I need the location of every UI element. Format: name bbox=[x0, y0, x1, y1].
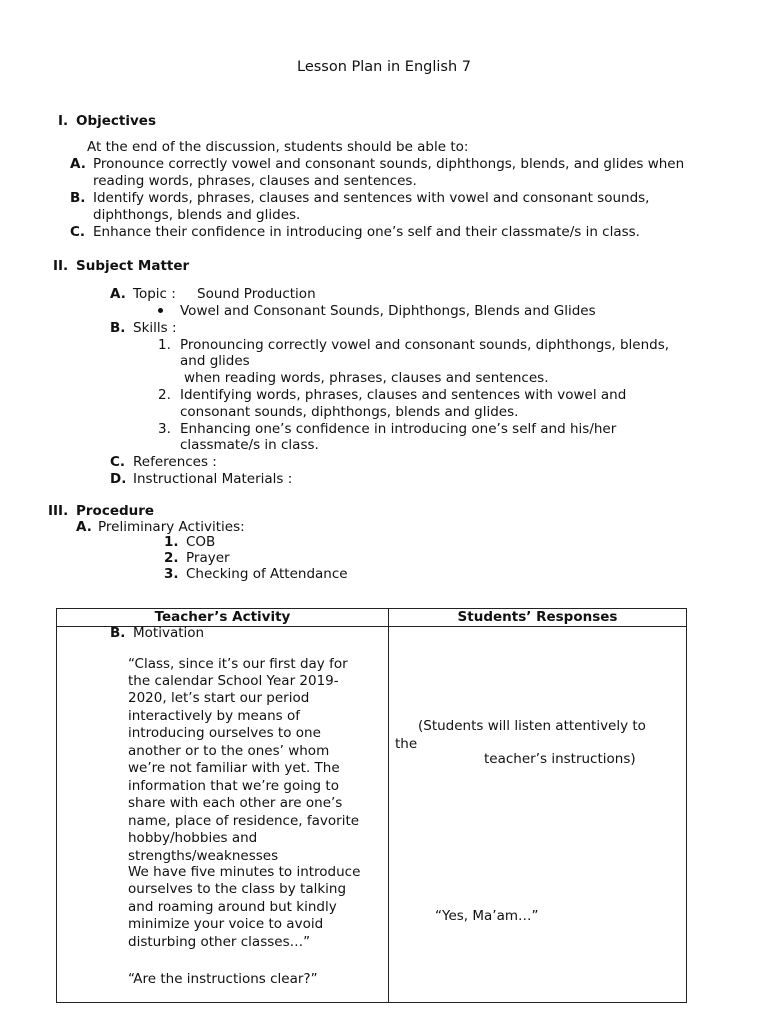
teacher-text-line: strengths/weaknesses bbox=[128, 848, 279, 864]
page-title: Lesson Plan in English 7 bbox=[297, 59, 471, 75]
motivation-label: Motivation bbox=[133, 625, 205, 641]
teacher-text-line: “Class, since it’s our first day for bbox=[128, 656, 348, 672]
col-header-teacher: Teacher’s Activity bbox=[154, 609, 291, 625]
prelim-3-num: 3. bbox=[164, 566, 179, 582]
skill-2-line1: Identifying words, phrases, clauses and sentences with vowel and bbox=[180, 387, 627, 403]
prelim-2-label: Prayer bbox=[186, 550, 230, 566]
prelim-label: Preliminary Activities: bbox=[98, 519, 245, 535]
teacher-text-line: interactively by means of bbox=[128, 708, 300, 724]
student-response-2: “Yes, Ma’am…” bbox=[435, 908, 539, 924]
subject-matter-numeral: II. bbox=[53, 258, 69, 274]
objectives-heading: Objectives bbox=[76, 113, 156, 129]
skill-1-line2: and glides bbox=[180, 353, 250, 369]
skills-label: Skills : bbox=[133, 320, 177, 336]
motivation-letter: B. bbox=[110, 625, 126, 641]
teacher-question: “Are the instructions clear?” bbox=[128, 971, 318, 987]
skill-3-line1: Enhancing one’s confidence in introducing one’s self and his/her bbox=[180, 421, 617, 437]
teacher-text-line: name, place of residence, favorite bbox=[128, 813, 360, 829]
teacher-text-line: ourselves to the class by talking bbox=[128, 881, 347, 897]
student-response-1-cont: the bbox=[395, 736, 418, 752]
objective-a-line2: reading words, phrases, clauses and sentences. bbox=[93, 173, 417, 189]
teacher-text-line: share with each other are one’s bbox=[128, 795, 343, 811]
objective-c-line1: Enhance their confidence in introducing one’s self and their classmate/s in class. bbox=[93, 224, 640, 240]
topic-label: Topic : bbox=[133, 286, 176, 302]
procedure-numeral: III. bbox=[48, 503, 69, 519]
teacher-text-line: another or to the ones’ whom bbox=[128, 743, 330, 759]
skill-1-line3: when reading words, phrases, clauses and sentences. bbox=[184, 370, 549, 386]
objectives-numeral: I. bbox=[58, 113, 69, 129]
topic-value: Sound Production bbox=[197, 286, 316, 302]
student-response-1-end: teacher’s instructions) bbox=[484, 751, 636, 767]
skill-3-num: 3. bbox=[158, 421, 171, 437]
prelim-letter: A. bbox=[76, 519, 92, 535]
teacher-text-line: 2020, let’s start our period bbox=[128, 690, 310, 706]
skill-3-line2: classmate/s in class. bbox=[180, 437, 319, 453]
subject-matter-heading: Subject Matter bbox=[76, 258, 190, 274]
skill-2-num: 2. bbox=[158, 387, 171, 403]
teacher-text-line: and roaming around but kindly bbox=[128, 899, 337, 915]
prelim-3-label: Checking of Attendance bbox=[186, 566, 348, 582]
teacher-text-line: disturbing other classes…” bbox=[128, 934, 311, 950]
procedure-heading: Procedure bbox=[76, 503, 155, 519]
skill-2-line2: consonant sounds, diphthongs, blends and glides. bbox=[180, 404, 519, 420]
objective-c-letter: C. bbox=[70, 224, 86, 240]
teacher-text-line: We have five minutes to introduce bbox=[128, 864, 361, 880]
teacher-text-line: we’re not familiar with yet. The bbox=[128, 760, 340, 776]
student-response-1: (Students will listen attentively to bbox=[418, 718, 646, 734]
teacher-text-line: introducing ourselves to one bbox=[128, 725, 321, 741]
table-column-divider bbox=[388, 609, 389, 1002]
prelim-1-num: 1. bbox=[164, 534, 179, 550]
skill-1-num: 1. bbox=[158, 337, 171, 353]
references-label: References : bbox=[133, 454, 217, 470]
col-header-students: Students’ Responses bbox=[457, 609, 618, 625]
objective-b-line2: diphthongs, blends and glides. bbox=[93, 207, 301, 223]
references-letter: C. bbox=[110, 454, 126, 470]
teacher-text-line: information that we’re going to bbox=[128, 778, 339, 794]
teacher-text-line: minimize your voice to avoid bbox=[128, 916, 324, 932]
objectives-intro: At the end of the discussion, students should be able to: bbox=[87, 139, 469, 155]
skill-1-line1: Pronouncing correctly vowel and consonant sounds, diphthongs, blends, bbox=[180, 337, 670, 353]
bullet-icon bbox=[158, 308, 163, 313]
objective-a-line1: Pronounce correctly vowel and consonant sounds, diphthongs, blends, and glides when bbox=[93, 156, 685, 172]
objective-b-line1: Identify words, phrases, clauses and sentences with vowel and consonant sounds, bbox=[93, 190, 650, 206]
teacher-text-line: hobby/hobbies and bbox=[128, 830, 258, 846]
objective-a-letter: A. bbox=[70, 156, 86, 172]
prelim-2-num: 2. bbox=[164, 550, 179, 566]
materials-letter: D. bbox=[110, 471, 127, 487]
topic-letter: A. bbox=[110, 286, 126, 302]
skills-letter: B. bbox=[110, 320, 126, 336]
prelim-1-label: COB bbox=[186, 534, 216, 550]
objective-b-letter: B. bbox=[70, 190, 86, 206]
topic-bullet: Vowel and Consonant Sounds, Diphthongs, Blends and Glides bbox=[180, 303, 596, 319]
materials-label: Instructional Materials : bbox=[133, 471, 293, 487]
teacher-text-line: the calendar School Year 2019- bbox=[128, 673, 339, 689]
